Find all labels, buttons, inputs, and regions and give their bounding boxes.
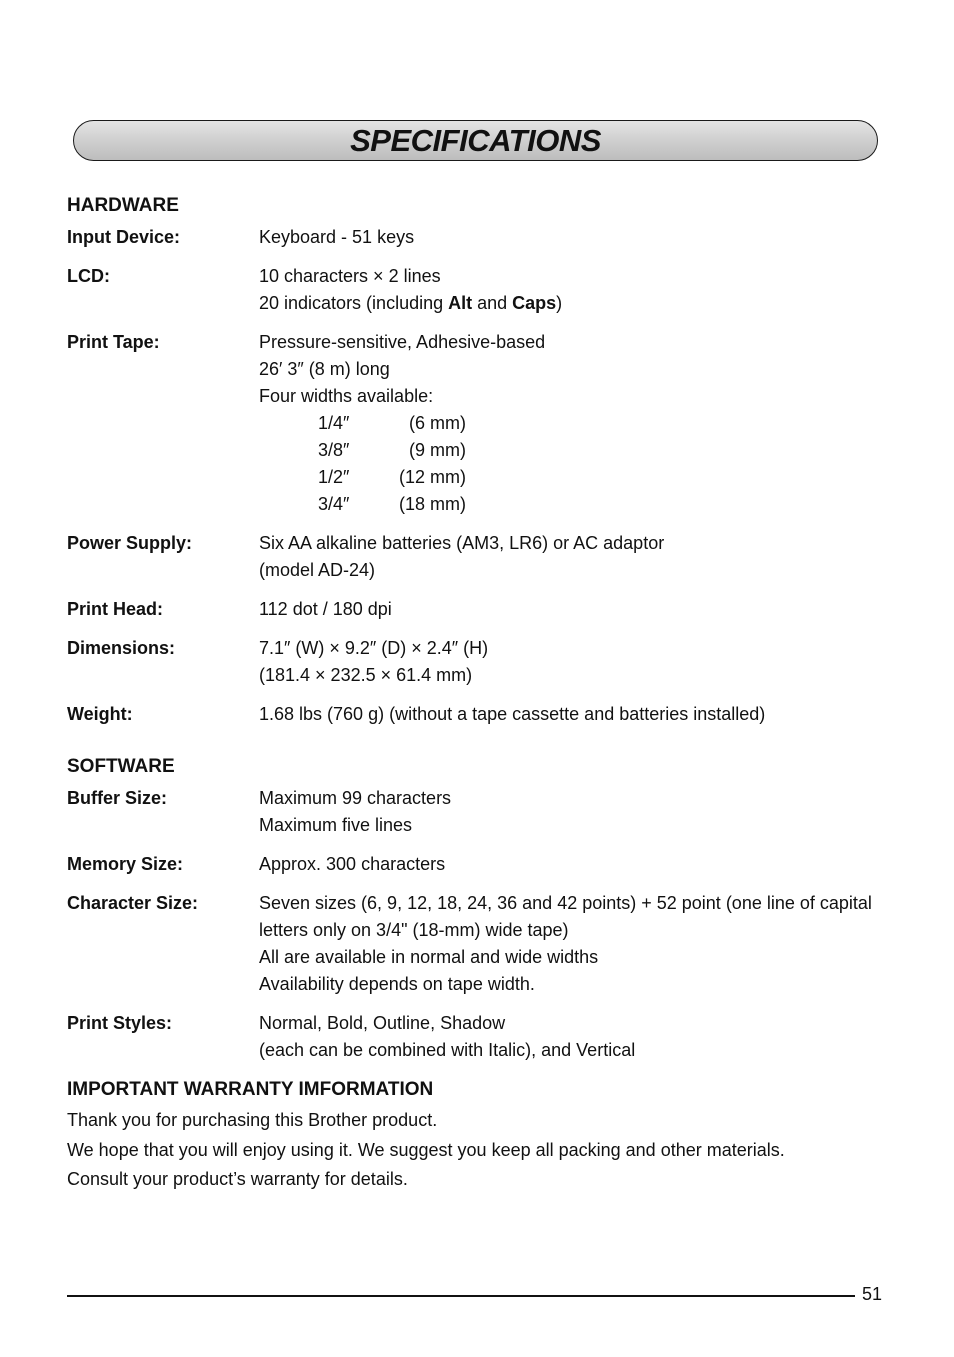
spec-label: Buffer Size:: [67, 788, 168, 808]
value-line: Normal, Bold, Outline, Shadow: [259, 1013, 506, 1033]
tape-width-row: [259, 491, 887, 518]
spec-value: [259, 329, 887, 518]
tape-width-inch: 1/4″: [318, 413, 350, 433]
spec-row-print-tape: [67, 329, 887, 518]
value-line: Pressure-sensitive, Adhesive-based: [259, 332, 546, 352]
title-banner: [73, 120, 878, 161]
value-line: Availability depends on tape width.: [259, 974, 535, 994]
section-gap: [67, 740, 887, 753]
footer-rule: [67, 1295, 855, 1297]
hardware-heading: HARDWARE: [67, 195, 179, 216]
value-line: Keyboard - 51 keys: [259, 227, 415, 247]
spec-label: LCD:: [67, 266, 110, 286]
spec-label: Print Head:: [67, 599, 164, 619]
warranty-text: We hope that you will enjoy using it. We suggest you keep all packing and other materials.: [67, 1139, 785, 1160]
value-line: (181.4 × 232.5 × 61.4 mm): [259, 665, 473, 685]
spec-row-power-supply: [67, 530, 887, 584]
tape-width-mm: (12 mm): [399, 467, 466, 487]
text-run: 20 indicators (including: [259, 293, 449, 313]
value-line: Maximum five lines: [259, 815, 413, 835]
spec-label: Weight:: [67, 704, 133, 724]
spec-value: [259, 890, 887, 998]
value-line: Approx. 300 characters: [259, 854, 446, 874]
warranty-text: Thank you for purchasing this Brother product.: [67, 1110, 438, 1130]
tape-width-mm: (6 mm): [409, 413, 466, 433]
value-line: 1.68 lbs (760 g) (without a tape cassette and batteries installed): [259, 704, 766, 724]
spec-row-lcd: [67, 263, 887, 317]
spec-content: [67, 192, 887, 1195]
tape-width-row: [259, 464, 887, 491]
value-line: Seven sizes (6, 9, 12, 18, 24, 36 and 42 points) + 52 point (one line of capital letters only on 3/4" (18-mm) wide tape): [259, 893, 872, 940]
spec-label: Memory Size:: [67, 854, 184, 874]
spec-value: [259, 851, 887, 878]
spec-row-input-device: [67, 224, 887, 251]
tape-width-inch: 3/4″: [318, 494, 350, 514]
text-run: ): [556, 293, 563, 313]
spec-row-memory-size: [67, 851, 887, 878]
spec-label: Print Styles:: [67, 1013, 173, 1033]
value-line: 7.1″ (W) × 9.2″ (D) × 2.4″ (H): [259, 638, 489, 658]
spec-label: Input Device:: [67, 227, 181, 247]
tape-width-inch: 3/8″: [318, 440, 350, 460]
tape-width-row: [259, 437, 887, 464]
spec-label: Power Supply:: [67, 533, 193, 553]
spec-label: Print Tape:: [67, 332, 160, 352]
value-line: Six AA alkaline batteries (AM3, LR6) or AC adaptor: [259, 533, 665, 553]
value-line: 26′ 3″ (8 m) long: [259, 359, 390, 379]
value-line: (each can be combined with Italic), and Vertical: [259, 1040, 636, 1060]
tape-width-inch: 1/2″: [318, 467, 350, 487]
tape-width-row: [259, 410, 887, 437]
page-title: SPECIFICATIONS: [350, 122, 601, 158]
spec-value: [259, 635, 887, 689]
value-line: 112 dot / 180 dpi: [259, 599, 392, 619]
spec-value: [259, 596, 887, 623]
text-run: and: [472, 293, 513, 313]
tape-width-mm: (9 mm): [409, 440, 466, 460]
spec-label: Character Size:: [67, 893, 199, 913]
caps-key-name: Caps: [512, 293, 557, 313]
spec-value: [259, 701, 887, 728]
software-heading: SOFTWARE: [67, 756, 175, 777]
value-line: (model AD-24): [259, 560, 376, 580]
spec-value: [259, 530, 887, 584]
value-line: [259, 290, 887, 317]
value-line: Four widths available:: [259, 386, 434, 406]
spec-value: [259, 224, 887, 251]
spec-row-print-styles: [67, 1010, 887, 1064]
warranty-heading: IMPORTANT WARRANTY IMFORMATION: [67, 1079, 434, 1100]
spec-label: Dimensions:: [67, 638, 176, 658]
tape-width-mm: (18 mm): [399, 494, 466, 514]
spec-row-character-size: [67, 890, 887, 998]
spec-value: [259, 1010, 887, 1064]
alt-key-name: Alt: [448, 293, 473, 313]
spec-row-buffer-size: [67, 785, 887, 839]
value-line: Maximum 99 characters: [259, 788, 452, 808]
spec-value: [259, 785, 887, 839]
spec-row-dimensions: [67, 635, 887, 689]
warranty-text: Consult your product’s warranty for details.: [67, 1169, 408, 1189]
page-number: 51: [862, 1284, 883, 1304]
value-line: All are available in normal and wide widths: [259, 947, 599, 967]
value-line: 10 characters × 2 lines: [259, 266, 441, 286]
spec-row-weight: [67, 701, 887, 728]
spec-value: [259, 263, 887, 317]
spec-row-print-head: [67, 596, 887, 623]
